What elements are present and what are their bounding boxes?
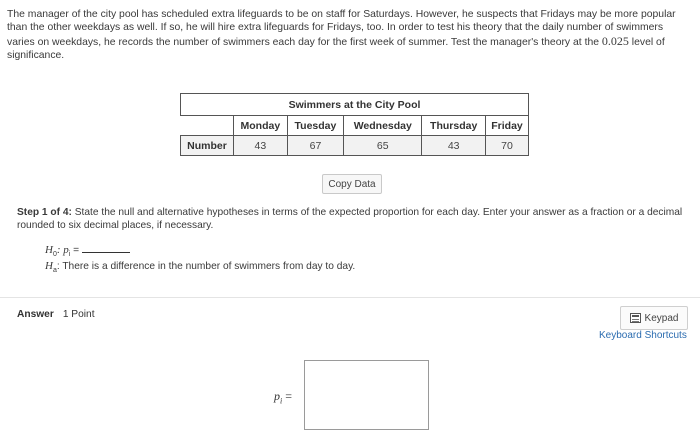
significance-level: 0.025 [601,33,629,48]
answer-header [17,309,95,320]
cell-monday: 43 [234,136,288,156]
pi-label [274,389,292,405]
step-instructions [17,207,693,232]
keypad-label: Keypad [644,312,679,324]
problem-text-start: The manager of the city pool has scheduled extra lifeguards to be on staff for Saturdays. However, he suspects that Fridays may be more popular than the other weekdays as well. If so, he will hire extra lifeguards for Fridays, too. In order to test his theory that the daily number of swimmers varies on weekdays, he records the number of swimmers each day for the first week of summer. Test the manager's theory at the [7,9,676,48]
keyboard-shortcuts-link[interactable]: Keyboard Shortcuts [599,330,687,341]
ha-subscript: a [52,267,57,275]
row-header-number: Number [181,136,234,156]
table-caption: Swimmers at the City Pool [181,94,529,116]
null-hypothesis [45,244,355,260]
answer-points: 1 Point [62,309,95,320]
h0-symbol: H [45,244,53,256]
pi-equals: = [282,389,293,403]
pi-subscript: i [280,396,283,406]
ha-text: : There is a difference in the number of swimmers from day to day. [56,261,356,272]
copy-data-button[interactable]: Copy Data [322,174,382,194]
step-label: Step 1 of 4: [17,207,72,218]
problem-statement [7,9,691,63]
keypad-icon [630,313,641,323]
answer-input[interactable] [304,360,429,430]
cell-friday: 70 [486,136,529,156]
h0-pi: : p [56,244,69,256]
step-text: State the null and alternative hypotheses in terms of the expected proportion for each day. Enter your answer as a fraction or a decimal rounded to six decimal places, if necessary. [17,207,683,231]
col-header-monday: Monday [234,116,288,136]
col-header-tuesday: Tuesday [287,116,344,136]
swimmers-table [180,93,529,156]
h0-pi-subscript: i [68,251,71,259]
table-corner [181,116,234,136]
keypad-button[interactable] [620,306,688,330]
ha-symbol: H [45,260,53,272]
cell-wednesday: 65 [344,136,422,156]
hypotheses [45,244,355,276]
answer-label: Answer [17,309,54,320]
problem-text-end: level of significance. [7,36,665,61]
cell-tuesday: 67 [287,136,344,156]
h0-subscript: 0 [52,251,57,259]
section-divider [0,297,700,298]
col-header-thursday: Thursday [422,116,486,136]
col-header-friday: Friday [486,116,529,136]
col-header-wednesday: Wednesday [344,116,422,136]
cell-thursday: 43 [422,136,486,156]
alternative-hypothesis [45,260,355,276]
pi-var: p [274,389,280,403]
h0-blank [82,244,130,253]
h0-equals: = [70,245,82,256]
